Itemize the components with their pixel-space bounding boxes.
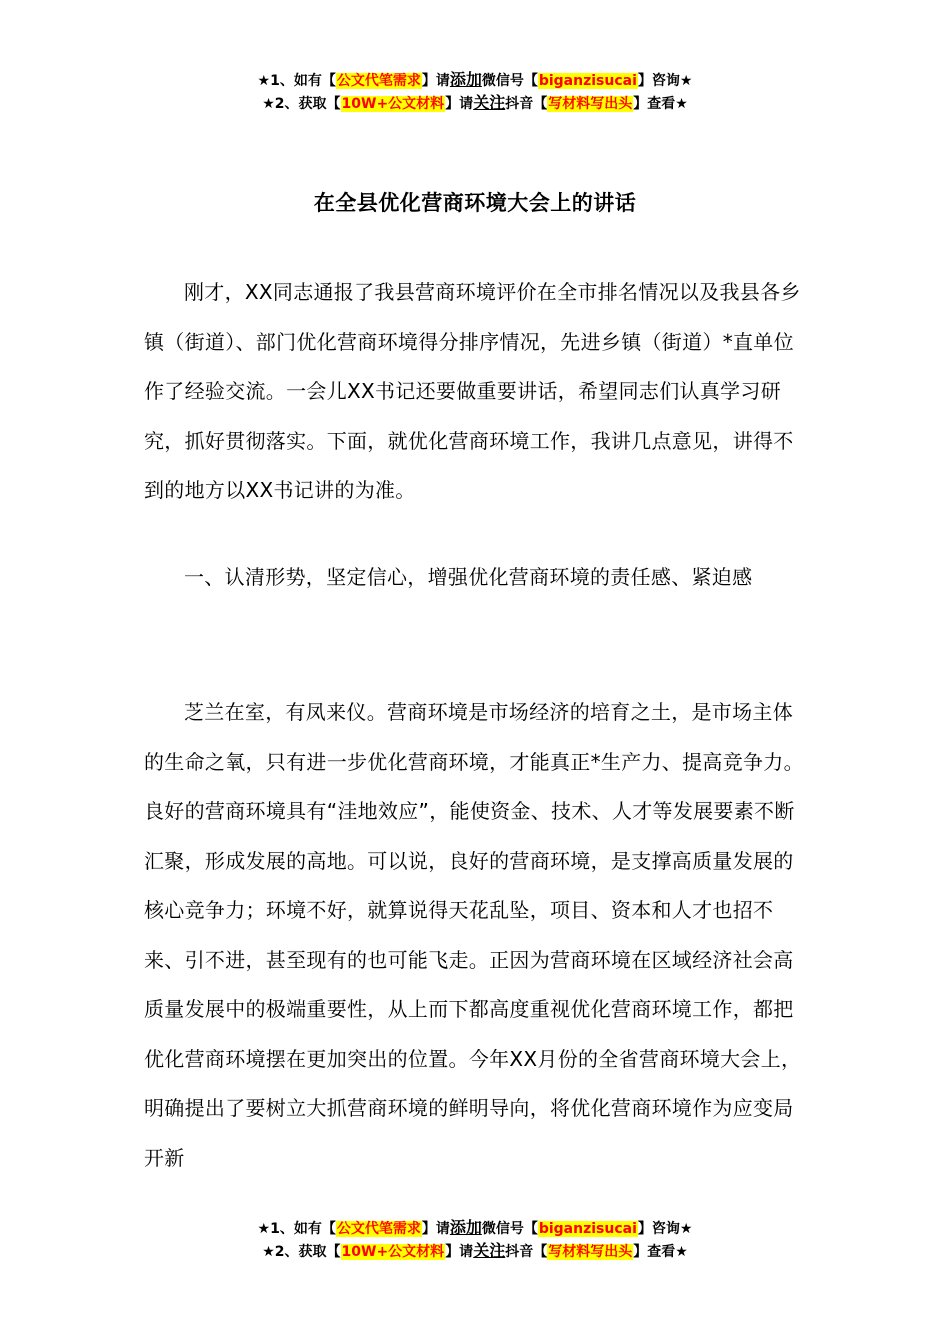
banner-line-2-highlight-2: 写材料写出头 [548, 96, 633, 112]
banner-line-1 [0, 69, 950, 92]
banner-line-2-underline: 关注 [473, 93, 506, 112]
header-banner [0, 69, 950, 115]
paragraph-intro: 刚才，XX同志通报了我县营商环境评价在全市排名情况以及我县各乡镇（街道）、部门优化营商环境得分排序情况，先进乡镇（街道）*直单位作了经验交流。一会儿XX书记还要做重要讲话，希望同志们认真学习研究，抓好贯彻落实。下面，就优化营商环境工作，我讲几点意见，讲得不到的地方以XX书记讲的为准。 [144, 280, 801, 502]
banner-line-1-highlight-2: biganzisucai [538, 73, 637, 89]
footer-line-1-mid-2: 微信号【 [481, 1221, 538, 1237]
footer-line-2-underline: 关注 [473, 1241, 506, 1260]
banner-line-1-underline: 添加 [449, 70, 482, 89]
section-heading-1: 一、认清形势，坚定信心，增强优化营商环境的责任感、紧迫感 [184, 565, 753, 589]
footer-line-1-mid-1: 】请 [421, 1221, 450, 1237]
footer-line-2-mid-2: 抖音【 [505, 1244, 548, 1260]
footer-banner [0, 1217, 950, 1263]
banner-line-2-suffix: 】查看★ [633, 96, 688, 112]
footer-line-1-highlight-1: 公文代笔需求 [336, 1221, 421, 1237]
banner-line-1-prefix: ★1、如有【 [257, 73, 336, 89]
banner-line-2-mid-2: 抖音【 [505, 96, 548, 112]
footer-line-2-suffix: 】查看★ [633, 1244, 688, 1260]
document-title: 在全县优化营商环境大会上的讲话 [313, 191, 637, 215]
footer-line-2-highlight-1: 10W+公文材料 [341, 1244, 445, 1260]
banner-line-1-suffix: 】咨询★ [637, 73, 693, 89]
footer-banner-line-1 [0, 1217, 950, 1240]
footer-line-2-mid-1: 】请 [445, 1244, 474, 1260]
footer-line-1-prefix: ★1、如有【 [257, 1221, 336, 1237]
footer-line-1-highlight-2: biganzisucai [538, 1221, 637, 1237]
banner-line-2-prefix: ★2、获取【 [262, 96, 341, 112]
banner-line-2 [0, 92, 950, 115]
footer-banner-line-2 [0, 1240, 950, 1263]
banner-line-2-mid-1: 】请 [445, 96, 474, 112]
footer-line-2-highlight-2: 写材料写出头 [548, 1244, 633, 1260]
banner-line-2-highlight-1: 10W+公文材料 [341, 96, 445, 112]
banner-line-1-mid-1: 】请 [421, 73, 450, 89]
banner-line-1-mid-2: 微信号【 [481, 73, 538, 89]
footer-line-1-underline: 添加 [449, 1218, 482, 1237]
banner-line-1-highlight-1: 公文代笔需求 [336, 73, 421, 89]
paragraph-body-1: 芝兰在室，有凤来仪。营商环境是市场经济的培育之土，是市场主体的生命之氧，只有进一步优化营商环境，才能真正*生产力、提高竞争力。良好的营商环境具有“洼地效应”，能使资金、技术、人才等发展要素不断汇聚，形成发展的高地。可以说，良好的营商环境，是支撑高质量发展的核心竞争力；环境不好，就算说得天花乱坠，项目、资本和人才也招不来、引不进，甚至现有的也可能飞走。正因为营商环境在区域经济社会高质量发展中的极端重要性，从上而下都高度重视优化营商环境工作，都把优化营商环境摆在更加突出的位置。今年XX月份的全省营商环境大会上，明确提出了要树立大抓营商环境的鲜明导向，将优化营商环境作为应变局开新 [144, 700, 804, 1170]
footer-line-1-suffix: 】咨询★ [637, 1221, 693, 1237]
footer-line-2-prefix: ★2、获取【 [262, 1244, 341, 1260]
